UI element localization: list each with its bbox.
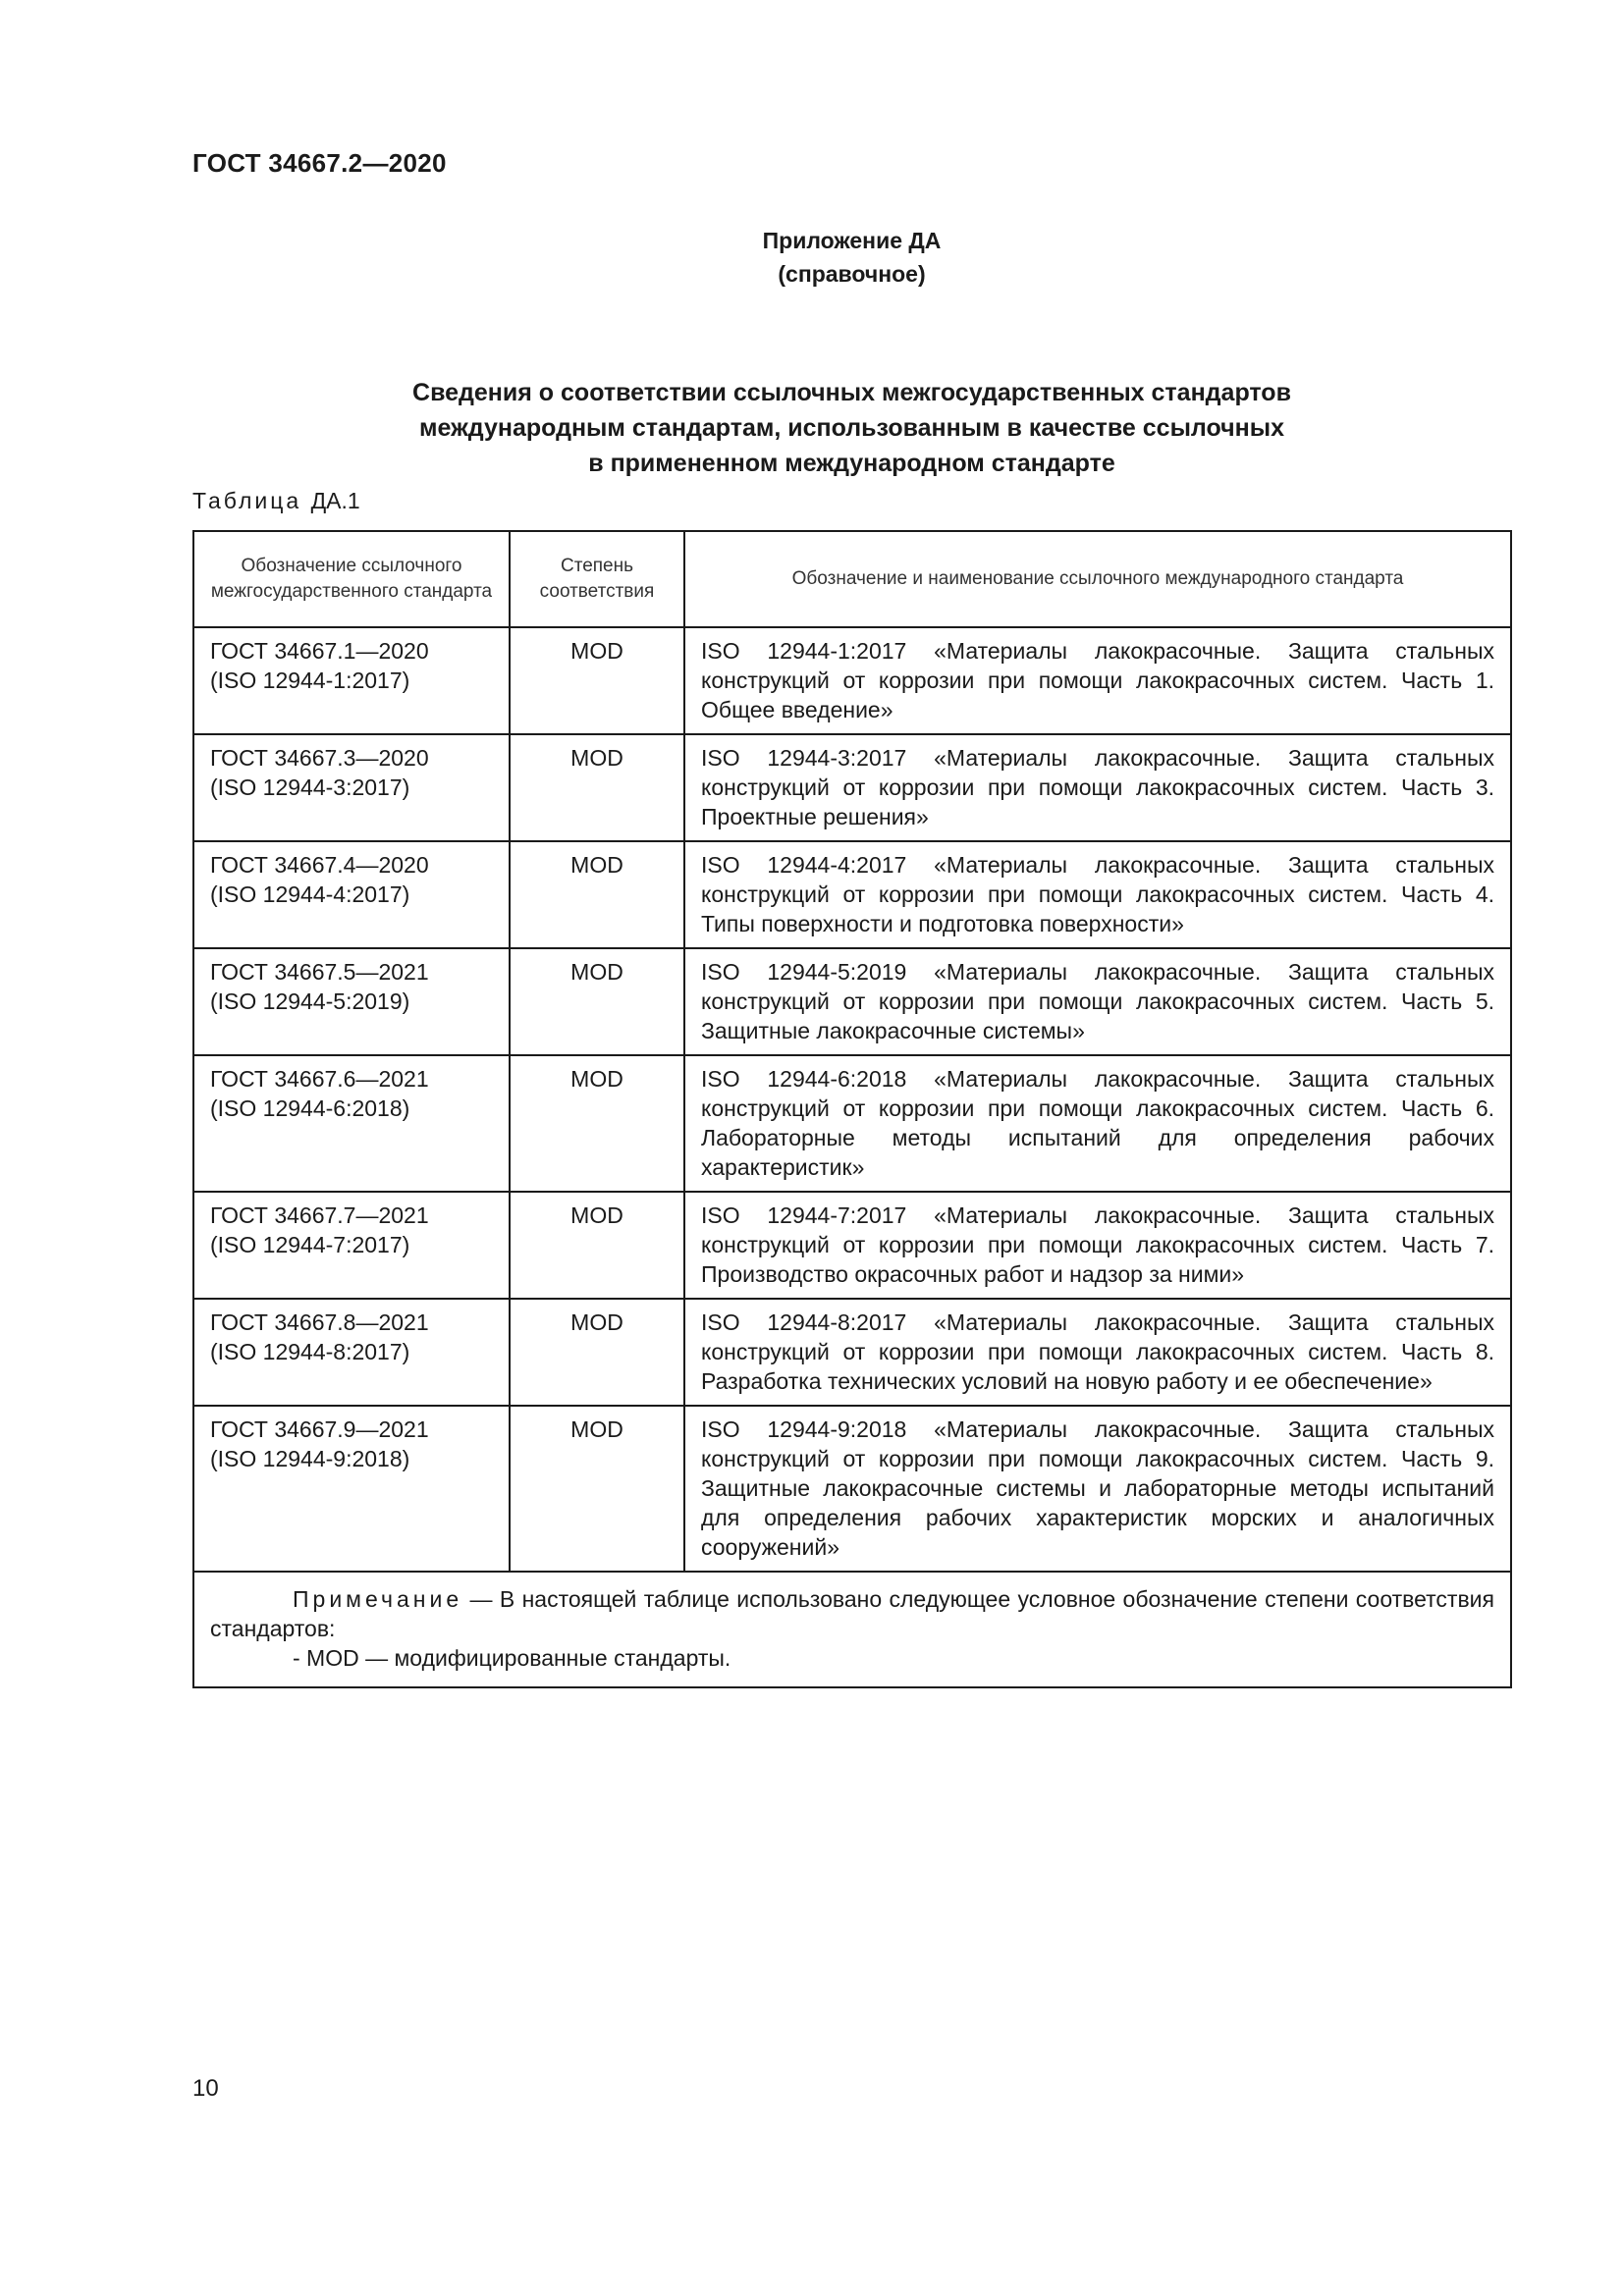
appendix-title: Приложение ДА [762,228,942,253]
note-text [210,1584,1494,1643]
table-row [193,627,1511,734]
table-note-row [193,1572,1511,1687]
gost-designation: ГОСТ 34667.8—2021 [210,1309,429,1335]
heading-line-3: в примененном международном стандарте [588,450,1115,477]
table-row [193,734,1511,841]
table-row [193,948,1511,1055]
degree-cell: MOD [510,1406,684,1572]
description-cell: ISO 12944-3:2017 «Материалы лакокрасочные. Защита стальных конструкций от коррозии при помощи лакокрасочных систем. Часть 3. Проектные решения» [684,734,1511,841]
description-cell: ISO 12944-7:2017 «Материалы лакокрасочные. Защита стальных конструкций от коррозии при помощи лакокрасочных систем. Часть 7. Производство окрасочных работ и надзор за ними» [684,1192,1511,1299]
gost-cell [193,1192,510,1299]
gost-cell [193,1299,510,1406]
description-cell: ISO 12944-6:2018 «Материалы лакокрасочные. Защита стальных конструкций от коррозии при помощи лакокрасочных систем. Часть 6. Лабораторные методы испытаний для определения рабочих характеристик» [684,1055,1511,1192]
iso-reference: (ISO 12944-9:2018) [210,1446,410,1471]
iso-reference: (ISO 12944-1:2017) [210,667,410,693]
gost-designation: ГОСТ 34667.5—2021 [210,959,429,985]
header-interstate-standard: Обозначение ссылочного межгосударственного стандарта [193,531,510,627]
appendix-heading [0,375,1624,481]
table-row [193,841,1511,948]
note-body: — В настоящей таблице использовано следующее условное обозначение степени соответствия стандартов: [210,1586,1494,1641]
iso-reference: (ISO 12944-4:2017) [210,881,410,907]
table-note [193,1572,1511,1687]
iso-reference: (ISO 12944-7:2017) [210,1232,410,1257]
gost-cell [193,1406,510,1572]
table-row [193,1055,1511,1192]
reference-standards-table [192,530,1512,1688]
degree-cell: MOD [510,948,684,1055]
note-label: Примечание [293,1586,463,1612]
table-row [193,1406,1511,1572]
table-row [193,1192,1511,1299]
degree-cell: MOD [510,734,684,841]
table-caption-number: ДА.1 [310,488,360,513]
degree-cell: MOD [510,841,684,948]
header-international-standard: Обозначение и наименование ссылочного международного стандарта [684,531,1511,627]
gost-cell [193,627,510,734]
description-cell: ISO 12944-4:2017 «Материалы лакокрасочные. Защита стальных конструкций от коррозии при помощи лакокрасочных систем. Часть 4. Типы поверхности и подготовка поверхности» [684,841,1511,948]
gost-cell [193,841,510,948]
degree-cell: MOD [510,627,684,734]
table-caption [192,488,360,514]
heading-line-1: Сведения о соответствии ссылочных межгосударственных стандартов [412,379,1291,406]
table-header-row [193,531,1511,627]
appendix-subtitle: (справочное) [778,261,926,287]
iso-reference: (ISO 12944-3:2017) [210,774,410,800]
gost-cell [193,1055,510,1192]
iso-reference: (ISO 12944-6:2018) [210,1095,410,1121]
table-row [193,1299,1511,1406]
note-list-item: - MOD — модифицированные стандарты. [293,1645,731,1671]
gost-designation: ГОСТ 34667.9—2021 [210,1416,429,1442]
description-cell: ISO 12944-5:2019 «Материалы лакокрасочные. Защита стальных конструкций от коррозии при помощи лакокрасочных систем. Часть 5. Защитные лакокрасочные системы» [684,948,1511,1055]
degree-cell: MOD [510,1055,684,1192]
gost-cell [193,948,510,1055]
page-number: 10 [192,2075,219,2102]
appendix-title-block [0,224,1624,291]
degree-cell: MOD [510,1192,684,1299]
gost-designation: ГОСТ 34667.6—2021 [210,1066,429,1092]
gost-designation: ГОСТ 34667.1—2020 [210,638,429,664]
gost-designation: ГОСТ 34667.7—2021 [210,1202,429,1228]
heading-line-2: международным стандартам, использованным в качестве ссылочных [419,414,1284,442]
document-code: ГОСТ 34667.2—2020 [192,148,447,178]
gost-cell [193,734,510,841]
iso-reference: (ISO 12944-8:2017) [210,1339,410,1364]
degree-cell: MOD [510,1299,684,1406]
iso-reference: (ISO 12944-5:2019) [210,988,410,1014]
table-caption-word: Таблица [192,488,302,513]
gost-designation: ГОСТ 34667.4—2020 [210,852,429,878]
gost-designation: ГОСТ 34667.3—2020 [210,745,429,771]
header-degree: Степень соответствия [510,531,684,627]
description-cell: ISO 12944-8:2017 «Материалы лакокрасочные. Защита стальных конструкций от коррозии при помощи лакокрасочных систем. Часть 8. Разработка технических условий на новую работу и ее обеспечение» [684,1299,1511,1406]
description-cell: ISO 12944-9:2018 «Материалы лакокрасочные. Защита стальных конструкций от коррозии при помощи лакокрасочных систем. Часть 9. Защитные лакокрасочные системы и лабораторные методы испытаний для определения рабочих характеристик морских и аналогичных сооружений» [684,1406,1511,1572]
description-cell: ISO 12944-1:2017 «Материалы лакокрасочные. Защита стальных конструкций от коррозии при помощи лакокрасочных систем. Часть 1. Общее введение» [684,627,1511,734]
